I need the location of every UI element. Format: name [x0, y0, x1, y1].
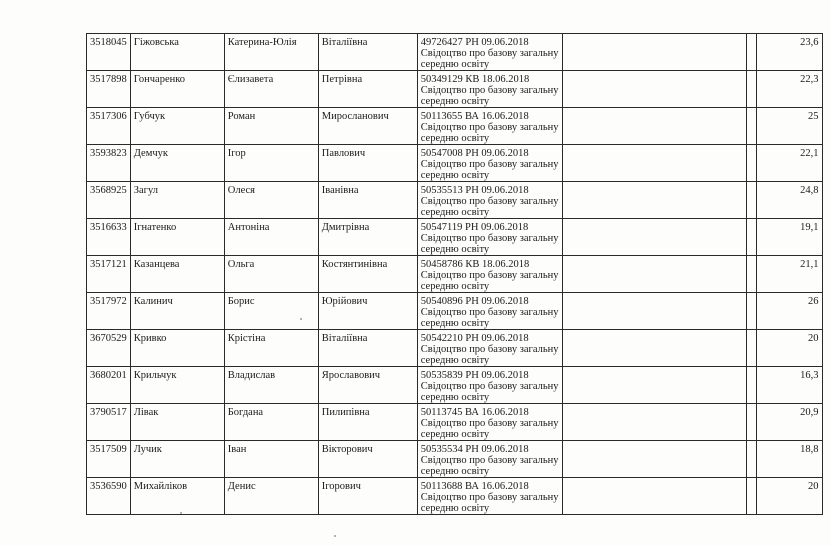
table-row: [87, 330, 823, 367]
scan-speck: [180, 512, 182, 514]
score-cell: 19,1: [756, 219, 822, 256]
table-row: [87, 293, 823, 330]
empty-cell: [746, 182, 756, 219]
document-type-line: середню освіту: [420, 355, 490, 366]
patronymic-cell: Петрівна: [318, 71, 417, 108]
document-type-line: середню освіту: [420, 281, 490, 292]
table-row: [87, 256, 823, 293]
document-cell: [417, 478, 562, 515]
first-name-cell: Ігор: [224, 145, 318, 182]
table-row: [87, 182, 823, 219]
document-number: 50113688 ВА 16.06.2018: [420, 481, 529, 492]
patronymic-cell: Дмитрівна: [318, 219, 417, 256]
empty-cell: [562, 256, 746, 293]
empty-cell: [562, 145, 746, 182]
empty-cell: [746, 71, 756, 108]
table-row: [87, 145, 823, 182]
document-type-line: середню освіту: [420, 96, 490, 107]
empty-cell: [746, 219, 756, 256]
document-number: 50113655 ВА 16.06.2018: [420, 111, 529, 122]
patronymic-cell: Миросланович: [318, 108, 417, 145]
last-name-cell: Губчук: [130, 108, 224, 145]
applicants-table: [86, 33, 823, 515]
document-number: 50535513 РН 09.06.2018: [420, 185, 529, 196]
applicant-id-cell: 3517972: [87, 293, 131, 330]
empty-cell: [562, 404, 746, 441]
empty-cell: [562, 182, 746, 219]
document-cell: [417, 330, 562, 367]
score-cell: 26: [756, 293, 822, 330]
applicant-id-cell: 3517898: [87, 71, 131, 108]
table-row: [87, 478, 823, 515]
table-row: [87, 367, 823, 404]
document-number: 50542210 РН 09.06.2018: [420, 333, 529, 344]
patronymic-cell: Пилипівна: [318, 404, 417, 441]
document-number: 50547119 РН 09.06.2018: [420, 222, 529, 233]
score-cell: 21,1: [756, 256, 822, 293]
score-cell: 20,9: [756, 404, 822, 441]
document-type-line: Свідоцтво про базову загальну: [420, 381, 559, 392]
document-type-line: середню освіту: [420, 133, 490, 144]
last-name-cell: Гончаренко: [130, 71, 224, 108]
empty-cell: [746, 293, 756, 330]
first-name-cell: Денис: [224, 478, 318, 515]
document-cell: [417, 71, 562, 108]
empty-cell: [746, 108, 756, 145]
document-type-line: середню освіту: [420, 503, 490, 514]
empty-cell: [562, 330, 746, 367]
last-name-cell: Крильчук: [130, 367, 224, 404]
applicant-id-cell: 3518045: [87, 34, 131, 71]
patronymic-cell: Ігорович: [318, 478, 417, 515]
document-number: 50113745 ВА 16.06.2018: [420, 407, 529, 418]
document-type-line: середню освіту: [420, 244, 490, 255]
applicant-id-cell: 3517121: [87, 256, 131, 293]
applicant-id-cell: 3680201: [87, 367, 131, 404]
document-number: 50540896 РН 09.06.2018: [420, 296, 529, 307]
first-name-cell: Владислав: [224, 367, 318, 404]
table-row: [87, 404, 823, 441]
score-cell: 24,8: [756, 182, 822, 219]
empty-cell: [746, 256, 756, 293]
applicant-id-cell: 3670529: [87, 330, 131, 367]
document-type-line: середню освіту: [420, 466, 490, 477]
applicant-id-cell: 3790517: [87, 404, 131, 441]
empty-cell: [746, 34, 756, 71]
last-name-cell: Гіжовська: [130, 34, 224, 71]
score-cell: 22,1: [756, 145, 822, 182]
document-number: 50458786 КВ 18.06.2018: [420, 259, 530, 270]
document-cell: [417, 256, 562, 293]
score-cell: 22,3: [756, 71, 822, 108]
document-cell: [417, 108, 562, 145]
table-row: [87, 219, 823, 256]
applicant-id-cell: 3593823: [87, 145, 131, 182]
first-name-cell: Іван: [224, 441, 318, 478]
patronymic-cell: Павлович: [318, 145, 417, 182]
document-number: 50349129 КВ 18.06.2018: [420, 74, 530, 85]
patronymic-cell: Іванівна: [318, 182, 417, 219]
document-type-line: Свідоцтво про базову загальну: [420, 233, 559, 244]
document-type-line: середню освіту: [420, 170, 490, 181]
document-number: 50535839 РН 09.06.2018: [420, 370, 529, 381]
last-name-cell: Загул: [130, 182, 224, 219]
last-name-cell: Ігнатенко: [130, 219, 224, 256]
last-name-cell: Лівак: [130, 404, 224, 441]
last-name-cell: Демчук: [130, 145, 224, 182]
document-cell: [417, 145, 562, 182]
scan-speck: [334, 535, 336, 537]
document-number: 50547008 РН 09.06.2018: [420, 148, 529, 159]
document-type-line: Свідоцтво про базову загальну: [420, 344, 559, 355]
score-cell: 25: [756, 108, 822, 145]
document-type-line: Свідоцтво про базову загальну: [420, 418, 559, 429]
score-cell: 18,8: [756, 441, 822, 478]
document-type-line: Свідоцтво про базову загальну: [420, 455, 559, 466]
document-type-line: Свідоцтво про базову загальну: [420, 159, 559, 170]
patronymic-cell: Віталіївна: [318, 34, 417, 71]
table-body: [87, 34, 823, 515]
score-cell: 20: [756, 478, 822, 515]
first-name-cell: Борис: [224, 293, 318, 330]
document-type-line: середню освіту: [420, 429, 490, 440]
document-number: 50535534 РН 09.06.2018: [420, 444, 529, 455]
last-name-cell: Казанцева: [130, 256, 224, 293]
empty-cell: [746, 404, 756, 441]
table-row: [87, 108, 823, 145]
patronymic-cell: Ярославович: [318, 367, 417, 404]
empty-cell: [746, 330, 756, 367]
first-name-cell: Богдана: [224, 404, 318, 441]
document-number: 49726427 РН 09.06.2018: [420, 37, 529, 48]
last-name-cell: Лучик: [130, 441, 224, 478]
applicant-id-cell: 3536590: [87, 478, 131, 515]
score-cell: 23,6: [756, 34, 822, 71]
first-name-cell: Роман: [224, 108, 318, 145]
patronymic-cell: Костянтинівна: [318, 256, 417, 293]
applicant-id-cell: 3517306: [87, 108, 131, 145]
document-cell: [417, 182, 562, 219]
score-cell: 20: [756, 330, 822, 367]
patronymic-cell: Віталіївна: [318, 330, 417, 367]
document-cell: [417, 367, 562, 404]
empty-cell: [746, 441, 756, 478]
document-cell: [417, 441, 562, 478]
document-cell: [417, 34, 562, 71]
document-cell: [417, 293, 562, 330]
document-type-line: Свідоцтво про базову загальну: [420, 270, 559, 281]
patronymic-cell: Вікторович: [318, 441, 417, 478]
document-type-line: Свідоцтво про базову загальну: [420, 85, 559, 96]
empty-cell: [562, 293, 746, 330]
document-type-line: середню освіту: [420, 59, 490, 70]
last-name-cell: Калинич: [130, 293, 224, 330]
first-name-cell: Катерина-Юлія: [224, 34, 318, 71]
document-type-line: Свідоцтво про базову загальну: [420, 196, 559, 207]
last-name-cell: Кривко: [130, 330, 224, 367]
document-type-line: середню освіту: [420, 392, 490, 403]
empty-cell: [562, 34, 746, 71]
first-name-cell: Єлизавета: [224, 71, 318, 108]
empty-cell: [746, 367, 756, 404]
document-cell: [417, 404, 562, 441]
empty-cell: [746, 145, 756, 182]
document-type-line: середню освіту: [420, 207, 490, 218]
first-name-cell: Олеся: [224, 182, 318, 219]
patronymic-cell: Юрійович: [318, 293, 417, 330]
empty-cell: [562, 108, 746, 145]
last-name-cell: Михайліков: [130, 478, 224, 515]
empty-cell: [562, 367, 746, 404]
empty-cell: [562, 71, 746, 108]
document-type-line: Свідоцтво про базову загальну: [420, 492, 559, 503]
document-type-line: Свідоцтво про базову загальну: [420, 122, 559, 133]
empty-cell: [562, 441, 746, 478]
first-name-cell: Крістіна: [224, 330, 318, 367]
empty-cell: [562, 219, 746, 256]
applicant-id-cell: 3568925: [87, 182, 131, 219]
first-name-cell: Антоніна: [224, 219, 318, 256]
first-name-cell: Ольга: [224, 256, 318, 293]
document-type-line: Свідоцтво про базову загальну: [420, 307, 559, 318]
table-row: [87, 441, 823, 478]
applicant-id-cell: 3516633: [87, 219, 131, 256]
empty-cell: [562, 478, 746, 515]
scan-speck: [300, 318, 302, 320]
applicant-id-cell: 3517509: [87, 441, 131, 478]
table-row: [87, 34, 823, 71]
document-type-line: середню освіту: [420, 318, 490, 329]
empty-cell: [746, 478, 756, 515]
score-cell: 16,3: [756, 367, 822, 404]
document-cell: [417, 219, 562, 256]
table-row: [87, 71, 823, 108]
document-type-line: Свідоцтво про базову загальну: [420, 48, 559, 59]
